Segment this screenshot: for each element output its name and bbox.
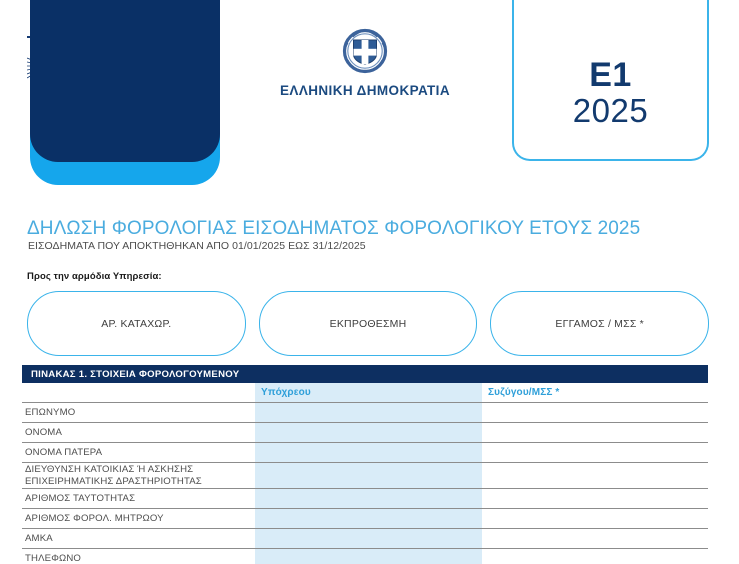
table1-colhead-taxpayer-label: Υπόχρεου <box>261 387 311 398</box>
row-label-address-line1: ΔΙΕΥΘΥΝΣΗ ΚΑΤΟΙΚΙΑΣ Ή ΑΣΚΗΣΗΣ <box>25 464 194 476</box>
table1-colhead-spacer <box>22 383 255 402</box>
service-label: Προς την αρμόδια Υπηρεσία: <box>27 271 162 282</box>
field-registration-number-label: ΑΡ. ΚΑΤΑΧΩΡ. <box>101 317 172 330</box>
row-label-address <box>22 463 255 488</box>
table-row <box>22 549 708 564</box>
input-surname-spouse[interactable] <box>482 403 708 422</box>
table-row <box>22 489 708 509</box>
hellenic-republic-block <box>255 28 475 98</box>
row-label-idnumber: ΑΡΙΘΜΟΣ ΤΑΥΤΟΤΗΤΑΣ <box>25 492 136 504</box>
greek-coat-of-arms-icon <box>342 28 388 74</box>
input-idnumber-spouse[interactable] <box>482 489 708 508</box>
input-surname-taxpayer[interactable] <box>255 403 482 422</box>
table1-header-title: ΠΙΝΑΚΑΣ 1. ΣΤΟΙΧΕΙΑ ΦΟΡΟΛΟΓΟΥΜΕΝΟΥ <box>31 368 240 380</box>
row-label-amka: ΑΜΚΑ <box>25 532 53 544</box>
row-label-surname: ΕΠΩΝΥΜΟ <box>25 406 76 418</box>
input-amka-spouse[interactable] <box>482 529 708 548</box>
field-marital-status[interactable] <box>490 291 709 356</box>
table-row <box>22 509 708 529</box>
input-phone-spouse[interactable] <box>482 549 708 564</box>
input-tin-spouse[interactable] <box>482 509 708 528</box>
table-row <box>22 423 708 443</box>
input-firstname-taxpayer[interactable] <box>255 423 482 442</box>
row-label-address-line2: ΕΠΙΧΕΙΡΗΜΑΤΙΚΗΣ ΔΡΑΣΤΗΡΙΟΤΗΤΑΣ <box>25 475 202 487</box>
table-row <box>22 463 708 489</box>
row-label-phone: ΤΗΛΕΦΩΝΟ <box>25 553 82 564</box>
table1-colhead-taxpayer <box>255 383 482 402</box>
field-registration-number[interactable] <box>27 291 246 356</box>
input-amka-taxpayer[interactable] <box>255 529 482 548</box>
service-boxes-row <box>27 291 709 356</box>
row-label-fathername: ΟΝΟΜΑ ΠΑΤΕΡΑ <box>25 446 103 458</box>
page-subtitle: ΕΙΣΟΔΗΜΑΤΑ ΠΟΥ ΑΠΟΚΤΗΘΗΚΑΝ ΑΠΟ 01/01/2025 ΕΩΣ 31/12/2025 <box>28 240 366 252</box>
row-label-tin: ΑΡΙΘΜΟΣ ΦΟΡΟΛ. ΜΗΤΡΩΟΥ <box>25 512 164 524</box>
field-late-submission-label: ΕΚΠΡΟΘΕΣΜΗ <box>329 317 407 330</box>
table1-header-bar <box>22 365 708 383</box>
row-label-firstname: ΟΝΟΜΑ <box>25 426 62 438</box>
table1-colhead-spouse-label: Συζύγου/ΜΣΣ * <box>488 387 560 398</box>
table1 <box>22 383 708 564</box>
field-marital-status-label: ΕΓΓΑΜΟΣ / ΜΣΣ * <box>555 317 644 330</box>
input-phone-taxpayer[interactable] <box>255 549 482 564</box>
input-address-taxpayer[interactable] <box>255 463 482 488</box>
input-address-spouse[interactable] <box>482 463 708 488</box>
table1-colhead-spouse <box>482 383 708 402</box>
form-year: 2025 <box>572 92 649 130</box>
header-navy-panel <box>30 0 220 162</box>
input-firstname-spouse[interactable] <box>482 423 708 442</box>
hellenic-republic-label: ΕΛΛΗΝΙΚΗ ΔΗΜΟΚΡΑΤΙΑ <box>280 83 450 98</box>
page-title: ΔΗΛΩΣΗ ΦΟΡΟΛΟΓΙΑΣ ΕΙΣΟΔΗΜΑΤΟΣ ΦΟΡΟΛΟΓΙΚΟΥ ΕΤΟΥΣ 2025 <box>27 218 641 239</box>
input-fathername-taxpayer[interactable] <box>255 443 482 462</box>
table-row <box>22 443 708 463</box>
form-code-box <box>512 0 709 161</box>
form-code: E1 <box>589 56 632 95</box>
field-late-submission[interactable] <box>259 291 478 356</box>
input-fathername-spouse[interactable] <box>482 443 708 462</box>
table1-column-headers <box>22 383 708 403</box>
input-tin-taxpayer[interactable] <box>255 509 482 528</box>
input-idnumber-taxpayer[interactable] <box>255 489 482 508</box>
table-row <box>22 403 708 423</box>
table-row <box>22 529 708 549</box>
